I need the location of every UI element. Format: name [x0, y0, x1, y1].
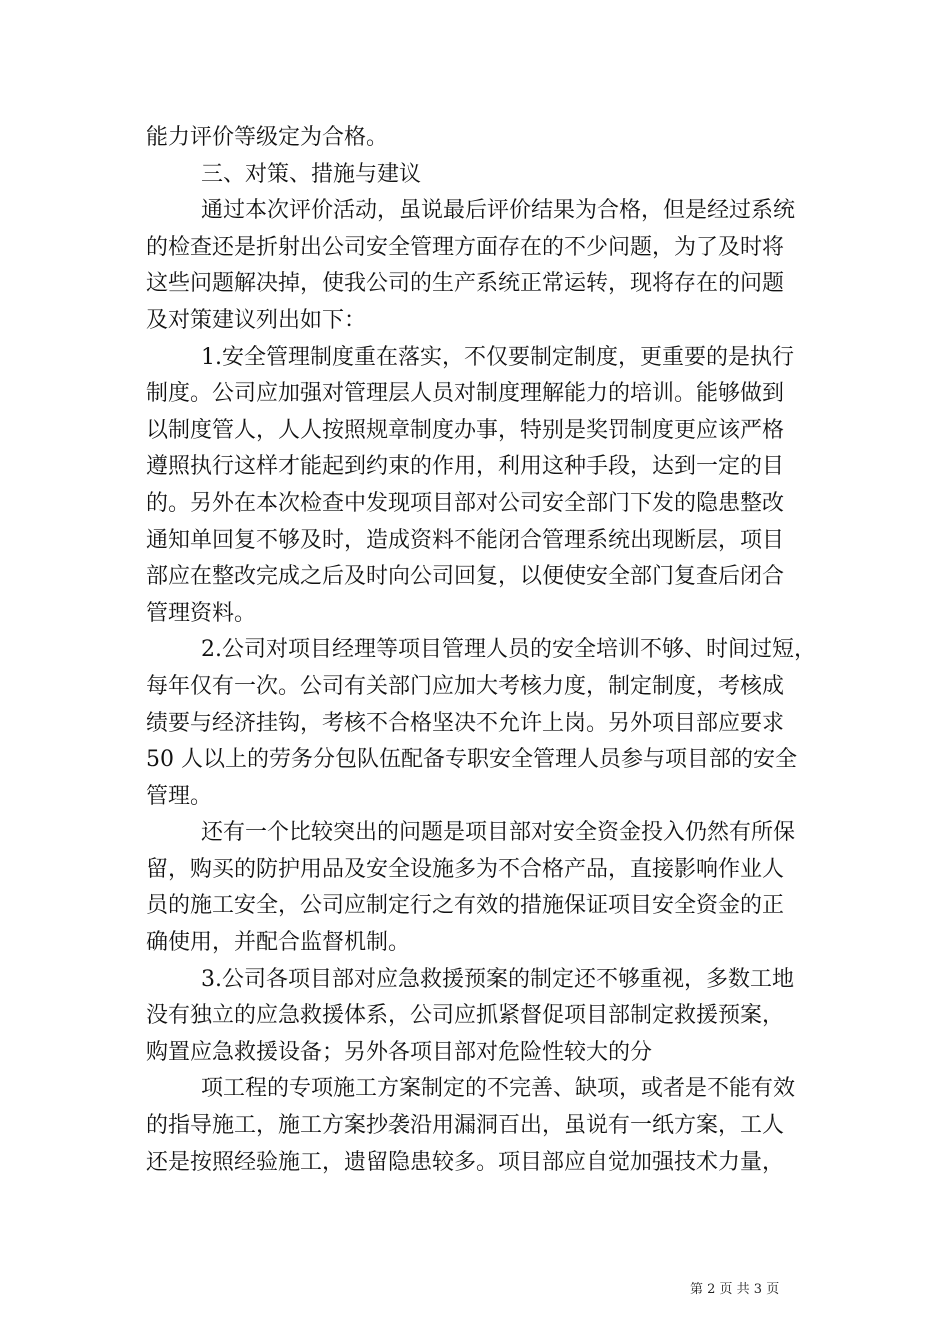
text-line: 制度。公司应加强对管理层人员对制度理解能力的培训。能够做到 — [146, 381, 785, 407]
text-line: 员的施工安全，公司应制定行之有效的措施保证项目安全资金的正 — [146, 893, 785, 919]
text-line: 通知单回复不够及时，造成资料不能闭合管理系统出现断层，项目 — [146, 527, 785, 553]
text-line: 购置应急救援设备；另外各项目部对危险性较大的分 — [146, 1039, 653, 1065]
text-line: 1.安全管理制度重在落实，不仅要制定制度，更重要的是执行 — [201, 344, 794, 370]
text-line: 项工程的专项施工方案制定的不完善、缺项，或者是不能有效 — [201, 1076, 796, 1102]
text-line: 部应在整改完成之后及时向公司回复，以便使安全部门复查后闭合 — [146, 564, 785, 590]
text-line: 管理。 — [146, 783, 213, 809]
text-line: 每年仅有一次。公司有关部门应加大考核力度，制定制度，考核成 — [146, 673, 785, 699]
text-line: 50 人以上的劳务分包队伍配备专职安全管理人员参与项目部的安全 — [146, 747, 797, 773]
text-line: 确使用，并配合监督机制。 — [146, 930, 411, 956]
text-line: 以制度管人，人人按照规章制度办事，特别是奖罚制度更应该严格 — [146, 417, 785, 443]
text-line: 没有独立的应急救援体系，公司应抓紧督促项目部制定救援预案， — [146, 1003, 785, 1029]
text-line: 通过本次评价活动，虽说最后评价结果为合格，但是经过系统 — [201, 198, 796, 224]
text-line: 三、对策、措施与建议 — [201, 161, 422, 187]
page-number: 第 2 页 共 3 页 — [690, 1282, 780, 1297]
text-line: 3.公司各项目部对应急救援预案的制定还不够重视，多数工地 — [201, 966, 794, 992]
text-line: 还有一个比较突出的问题是项目部对安全资金投入仍然有所保 — [201, 820, 796, 846]
text-line: 这些问题解决掉，使我公司的生产系统正常运转，现将存在的问题 — [146, 271, 785, 297]
text-line: 还是按照经验施工，遗留隐患较多。项目部应自觉加强技术力量， — [146, 1149, 785, 1175]
text-line: 的。另外在本次检查中发现项目部对公司安全部门下发的隐患整改 — [146, 490, 785, 516]
text-line: 2.公司对项目经理等项目管理人员的安全培训不够、时间过短， — [201, 637, 816, 663]
text-line: 的检查还是折射出公司安全管理方面存在的不少问题，为了及时将 — [146, 234, 785, 260]
text-line: 管理资料。 — [146, 600, 257, 626]
text-line: 的指导施工，施工方案抄袭沿用漏洞百出，虽说有一纸方案，工人 — [146, 1113, 785, 1139]
text-line: 绩要与经济挂钩，考核不合格坚决不允许上岗。另外项目部应要求 — [146, 710, 785, 736]
text-line: 遵照执行这样才能起到约束的作用，利用这种手段，达到一定的目 — [146, 454, 785, 480]
text-line: 能力评价等级定为合格。 — [146, 125, 389, 150]
text-line: 及对策建议列出如下： — [146, 307, 367, 333]
document-body — [146, 120, 816, 1181]
text-line: 留，购买的防护用品及安全设施多为不合格产品，直接影响作业人 — [146, 856, 785, 882]
